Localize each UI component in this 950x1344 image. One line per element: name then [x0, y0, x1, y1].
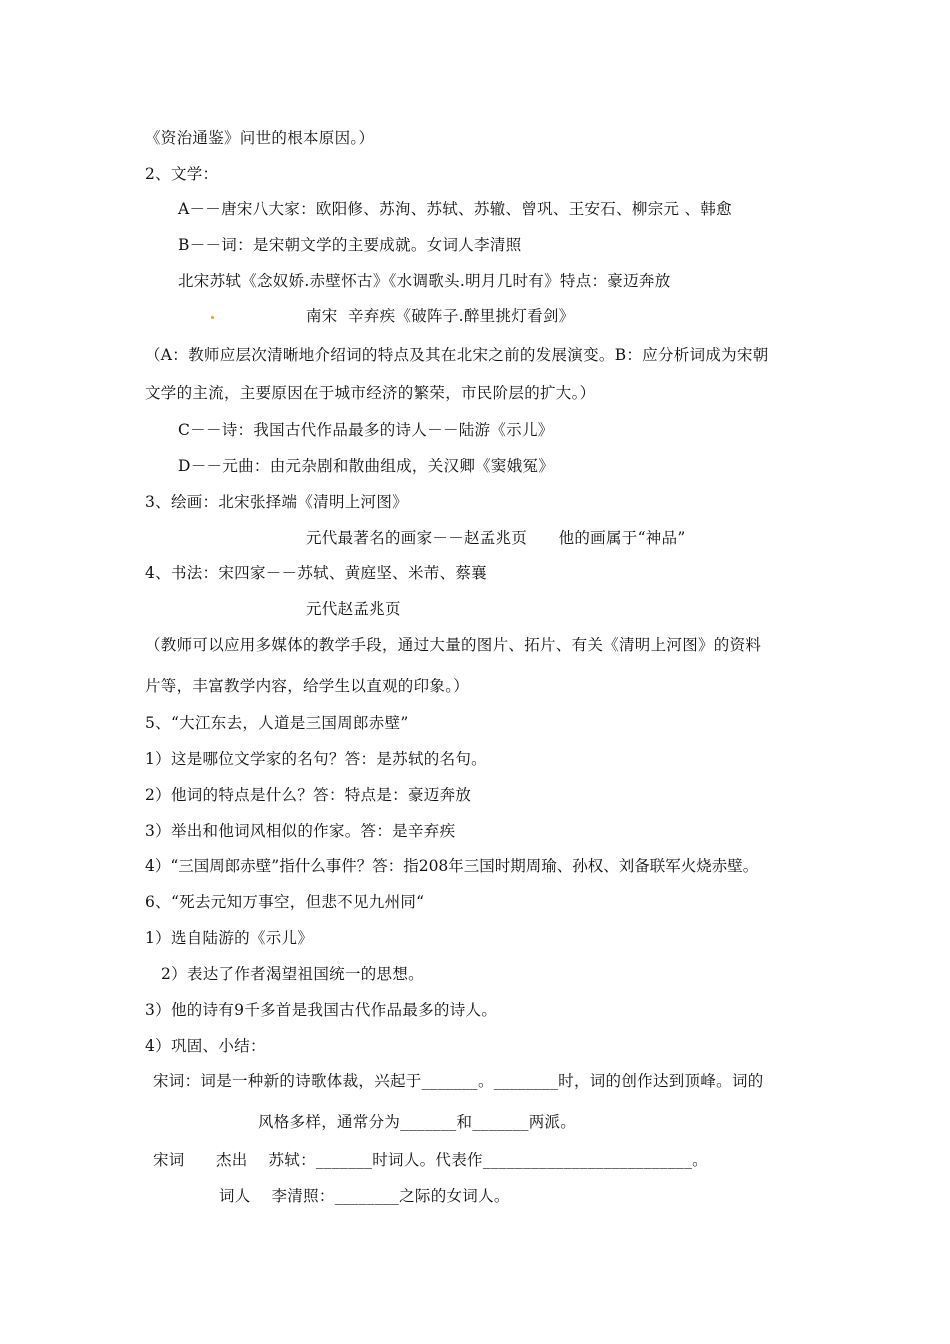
text-line: （教师可以应用多媒体的教学手段，通过大量的图片、拓片、有关《清明上河图》的资料 — [145, 636, 762, 654]
question-line: 2）表达了作者渴望祖国统一的思想。 — [161, 965, 424, 983]
question-line: 1）选自陆游的《示儿》 — [145, 929, 314, 947]
section-heading: 6、“死去元知万事空，但悲不见九州同“ — [145, 893, 425, 911]
text-line: 片等，丰富教学内容，给学生以直观的印象。） — [145, 677, 470, 695]
question-line: 3）他的诗有9千多首是我国古代作品最多的诗人。 — [145, 1001, 498, 1019]
text-line: 元代赵孟兆页 — [306, 600, 401, 618]
exercise-line: 宋词：词是一种新的诗歌体裁，兴起于_______。________时，词的创作达到顶峰。词的 — [153, 1072, 764, 1090]
text-line: C－－诗：我国古代作品最多的诗人－－陆游《示儿》 — [178, 421, 554, 439]
text-line: 《资治通鉴》问世的根本原因。） — [145, 129, 375, 147]
text-line: B－－词：是宋朝文学的主要成就。女词人李清照 — [178, 236, 522, 254]
question-line: 4）“三国周郎赤壁”指什么事件？答：指208年三国时期周瑜、孙权、刘备联军火烧赤壁。 — [145, 857, 759, 875]
section-heading: 3、绘画：北宋张择端《清明上河图》 — [145, 493, 408, 511]
text-line: （A：教师应层次清晰地介绍词的特点及其在北宋之前的发展演变。B：应分析词成为宋朝 — [145, 346, 769, 364]
exercise-line: 宋词 杰出 苏轼：_______时词人。代表作__________________________。 — [153, 1151, 708, 1169]
text-line: 元代最著名的画家－－赵孟兆页 他的画属于“神品” — [306, 529, 686, 547]
question-line: 1）这是哪位文学家的名句？答：是苏轼的名句。 — [145, 750, 487, 768]
question-line: 2）他词的特点是什么？答：特点是：豪迈奔放 — [145, 786, 472, 804]
question-line: 4）巩固、小结： — [145, 1037, 266, 1055]
exercise-line: 词人 李清照：________之际的女词人。 — [219, 1187, 510, 1205]
decorative-dot — [211, 316, 214, 319]
text-line: 南宋 辛弃疾《破阵子.醉里挑灯看剑》 — [306, 307, 575, 325]
section-heading: 4、书法：宋四家－－苏轼、黄庭坚、米芾、蔡襄 — [145, 564, 487, 582]
section-heading: 2、文学： — [145, 165, 219, 183]
section-heading: 5、“大江东去，人道是三国周郎赤壁” — [145, 714, 409, 732]
text-line: D－－元曲：由元杂剧和散曲组成，关汉卿《窦娥冤》 — [178, 457, 555, 475]
exercise-line: 风格多样，通常分为_______和_______两派。 — [258, 1113, 577, 1131]
text-line: A－－唐宋八大家：欧阳修、苏洵、苏轼、苏辙、曾巩、王安石、柳宗元 、韩愈 — [178, 200, 732, 218]
question-line: 3）举出和他词风相似的作家。答：是辛弃疾 — [145, 822, 456, 840]
text-line: 北宋苏轼《念奴娇.赤壁怀古》《水调歌头.明月几时有》特点：豪迈奔放 — [178, 272, 671, 290]
text-line: 文学的主流，主要原因在于城市经济的繁荣，市民阶层的扩大。） — [145, 384, 596, 402]
